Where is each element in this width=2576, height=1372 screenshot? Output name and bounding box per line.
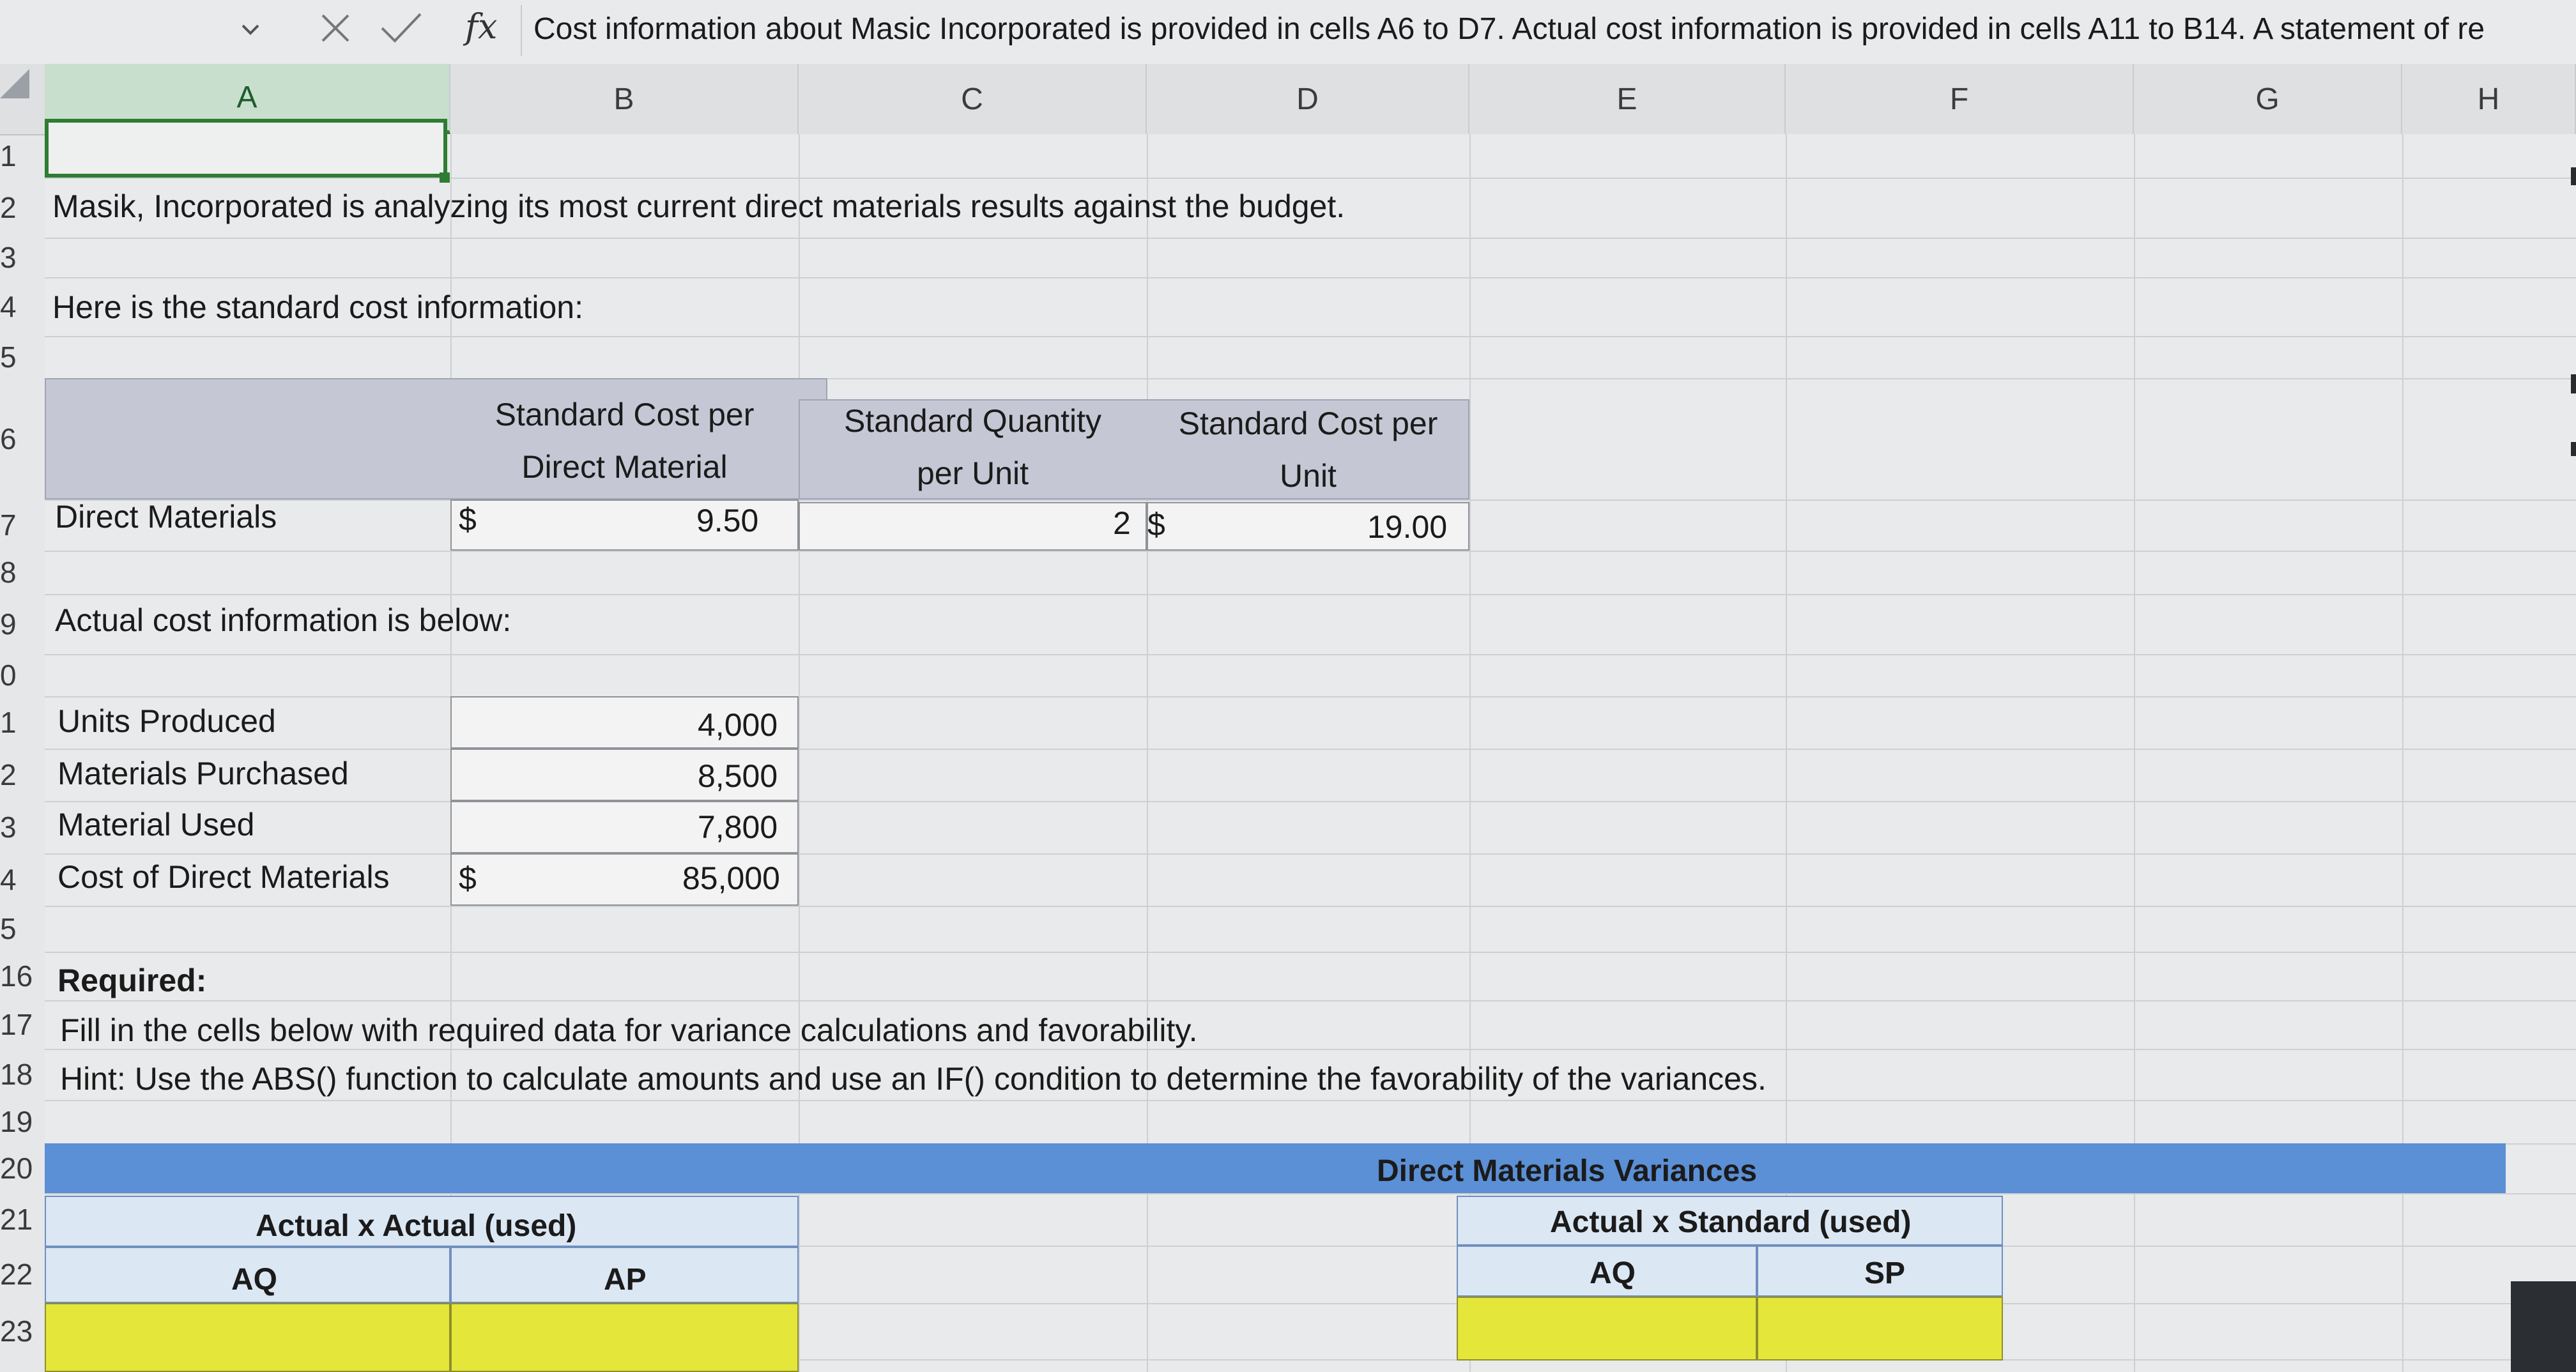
selected-cell-a1[interactable] [45, 119, 447, 178]
row-header-16[interactable]: 16 [0, 959, 33, 993]
row-header-22[interactable]: 22 [0, 1258, 33, 1291]
column-header-g[interactable]: G [2134, 64, 2402, 134]
std-col1-line2[interactable]: Direct Material [521, 449, 728, 485]
as-header[interactable]: Actual x Standard (used) [1550, 1205, 1912, 1239]
row-header-5[interactable]: 5 [0, 340, 17, 374]
required-text[interactable]: Fill in the cells below with required data for variance calculations and favorability. [60, 1012, 1198, 1048]
row-header-10[interactable]: 0 [0, 659, 17, 692]
row-header-19[interactable]: 19 [0, 1105, 33, 1138]
std-heading[interactable]: Here is the standard cost information: [52, 289, 583, 325]
column-header-a[interactable]: A [45, 64, 450, 134]
sp-label[interactable]: SP [1864, 1256, 1906, 1290]
aq-label-1[interactable]: AQ [231, 1263, 277, 1297]
intro-text[interactable]: Masik, Incorporated is analyzing its most current direct materials results against the budget. [52, 188, 1346, 224]
chevron-down-icon[interactable] [238, 17, 263, 42]
materials-purchased-label[interactable]: Materials Purchased [57, 756, 349, 791]
std-col3-line2[interactable]: Unit [1280, 458, 1337, 494]
row-header-17[interactable]: 17 [0, 1008, 33, 1041]
row-header-12[interactable]: 2 [0, 758, 17, 791]
variances-title-band[interactable] [45, 1143, 2506, 1193]
column-header-h[interactable]: H [2402, 64, 2576, 134]
fx-icon[interactable]: fx [465, 6, 498, 47]
cost-per-unit-value[interactable]: 19.00 [1367, 509, 1448, 545]
row-header-23[interactable]: 23 [0, 1315, 33, 1348]
std-col2-line1[interactable]: Standard Quantity [843, 403, 1102, 439]
column-header-d[interactable]: D [1147, 64, 1469, 134]
confirm-check-icon[interactable] [376, 9, 427, 47]
row-header-18[interactable]: 18 [0, 1058, 33, 1091]
formula-bar-divider [521, 5, 522, 56]
row-header-3[interactable]: 3 [0, 241, 17, 274]
currency-b7: $ [459, 501, 477, 537]
required-label[interactable]: Required: [57, 963, 207, 998]
row-header-11[interactable]: 1 [0, 706, 17, 739]
fill-handle[interactable] [440, 172, 450, 183]
actual-heading[interactable]: Actual cost information is below: [55, 602, 512, 638]
row-header-1[interactable]: 1 [0, 139, 17, 172]
row-header-14[interactable]: 4 [0, 863, 17, 896]
input-cell-b23[interactable] [450, 1303, 799, 1372]
cell-c7[interactable] [799, 502, 1147, 551]
ap-label[interactable]: AP [604, 1263, 647, 1297]
qty-per-unit-value[interactable]: 2 [1113, 505, 1131, 541]
row-header-21[interactable]: 21 [0, 1203, 33, 1236]
window-corner [2511, 1281, 2576, 1372]
aa-header[interactable]: Actual x Actual (used) [256, 1209, 577, 1243]
scroll-marker [2571, 167, 2576, 185]
std-col2-line2[interactable]: per Unit [916, 455, 1029, 491]
material-used-label[interactable]: Material Used [57, 807, 255, 842]
row-header-6[interactable]: 6 [0, 422, 17, 455]
column-header-c[interactable]: C [799, 64, 1147, 134]
select-all-icon[interactable] [0, 69, 29, 98]
row-header-20[interactable]: 20 [0, 1152, 33, 1185]
cancel-icon[interactable] [316, 9, 355, 47]
column-header-f[interactable]: F [1786, 64, 2134, 134]
row-header-7[interactable]: 7 [0, 508, 17, 542]
row-header-2[interactable]: 2 [0, 191, 17, 224]
currency-b14: $ [459, 860, 477, 896]
cost-direct-materials-label[interactable]: Cost of Direct Materials [57, 859, 390, 895]
row-header-13[interactable]: 3 [0, 811, 17, 844]
input-cell-f23[interactable] [1757, 1297, 2003, 1361]
column-header-e[interactable]: E [1469, 64, 1786, 134]
row-header-15[interactable]: 5 [0, 912, 17, 945]
row-header-8[interactable]: 8 [0, 556, 17, 589]
aq-label-2[interactable]: AQ [1590, 1256, 1636, 1290]
variances-title[interactable]: Direct Materials Variances [1377, 1154, 1758, 1188]
currency-d7: $ [1147, 507, 1165, 542]
input-cell-a23[interactable] [45, 1303, 450, 1372]
material-used-value[interactable]: 7,800 [698, 809, 778, 845]
formula-input[interactable]: Cost information about Masic Incorporated is provided in cells A6 to D7. Actual cost information is provided in cells A11 to B14. A statement of re [533, 12, 2485, 46]
input-cell-e23[interactable] [1457, 1297, 1757, 1361]
units-produced-value[interactable]: 4,000 [698, 707, 778, 743]
scroll-marker [2571, 374, 2576, 393]
formula-bar [0, 0, 2576, 65]
cost-direct-materials-value[interactable]: 85,000 [682, 860, 780, 896]
std-col1-line1[interactable]: Standard Cost per [494, 397, 755, 432]
materials-purchased-value[interactable]: 8,500 [698, 758, 778, 794]
scroll-marker [2571, 442, 2576, 456]
std-col3-line1[interactable]: Standard Cost per [1178, 406, 1438, 441]
row-header-4[interactable]: 4 [0, 290, 17, 323]
row-header-9[interactable]: 9 [0, 607, 17, 641]
hint-text[interactable]: Hint: Use the ABS() function to calculate amounts and use an IF() condition to determine the favorability of the variances. [60, 1061, 1767, 1097]
column-header-b[interactable]: B [450, 64, 799, 134]
direct-materials-label[interactable]: Direct Materials [55, 499, 277, 535]
units-produced-label[interactable]: Units Produced [57, 703, 276, 739]
cost-per-material-value[interactable]: 9.50 [696, 503, 759, 538]
